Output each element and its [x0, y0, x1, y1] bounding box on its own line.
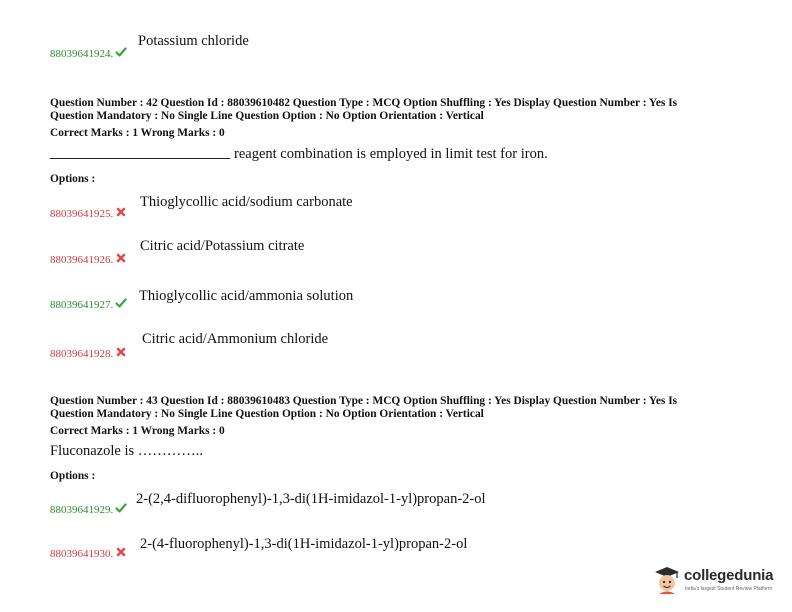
option-id: 88039641929.: [50, 504, 114, 516]
logo-tagline: India's largest Student Review Platform: [685, 586, 773, 592]
question-marks: Correct Marks : 1 Wrong Marks : 0: [50, 127, 225, 139]
fill-in-blank: [50, 146, 230, 159]
question-text: [50, 146, 548, 163]
check-icon: [115, 46, 127, 58]
option-text: Thioglycollic acid/sodium carbonate: [140, 194, 353, 210]
question-meta-line: Question Mandatory : No Single Line Question Option : No Option Orientation : Vertical: [50, 408, 484, 420]
option-text: Citric acid/Ammonium chloride: [142, 331, 329, 347]
cross-icon: [115, 346, 127, 358]
option-row: [50, 204, 127, 222]
option-row: [50, 544, 127, 562]
option-id: 88039641926.: [50, 254, 114, 266]
option-id: 88039641927.: [50, 299, 114, 311]
cross-icon: [115, 206, 127, 218]
option-id: 88039641925.: [50, 208, 114, 220]
question-text: Fluconazole is …………..: [50, 443, 204, 459]
check-icon: [115, 502, 127, 514]
question-meta-line: Question Number : 42 Question Id : 88039610482 Question Type : MCQ Option Shuffling : Yes Display Question Number : Yes Is: [50, 97, 678, 109]
collegedunia-logo: [652, 562, 778, 602]
option-row: [50, 295, 127, 313]
question-meta-line: Question Number : 43 Question Id : 88039610483 Question Type : MCQ Option Shuffling : Yes Display Question Number : Yes Is: [50, 395, 678, 407]
option-id: 88039641924.: [50, 48, 114, 60]
cross-icon: [115, 252, 127, 264]
option-text: 2-(4-fluorophenyl)-1,3-di(1H-imidazol-1-yl)propan-2-ol: [140, 536, 468, 552]
option-row: [50, 44, 127, 62]
question-text-content: reagent combination is employed in limit test for iron.: [234, 146, 548, 162]
question-meta: [50, 97, 740, 123]
question-meta-line: Question Mandatory : No Single Line Question Option : No Option Orientation : Vertical: [50, 110, 484, 122]
option-id: 88039641928.: [50, 348, 114, 360]
option-row: [50, 250, 127, 268]
question-marks: Correct Marks : 1 Wrong Marks : 0: [50, 425, 225, 437]
option-row: [50, 344, 127, 362]
question-meta: [50, 395, 740, 421]
option-id: 88039641930.: [50, 548, 114, 560]
option-text: Citric acid/Potassium citrate: [140, 238, 305, 254]
check-icon: [115, 297, 127, 309]
option-row: [50, 500, 127, 518]
options-label: Options :: [50, 173, 96, 185]
option-text: 2-(2,4-difluorophenyl)-1,3-di(1H-imidazol-1-yl)propan-2-ol: [136, 491, 486, 507]
cross-icon: [115, 546, 127, 558]
option-text: Potassium chloride: [138, 33, 249, 49]
option-text: Thioglycollic acid/ammonia solution: [139, 288, 354, 304]
mascot-icon: [652, 564, 682, 596]
options-label: Options :: [50, 470, 96, 482]
logo-name: collegedunia: [684, 567, 774, 584]
